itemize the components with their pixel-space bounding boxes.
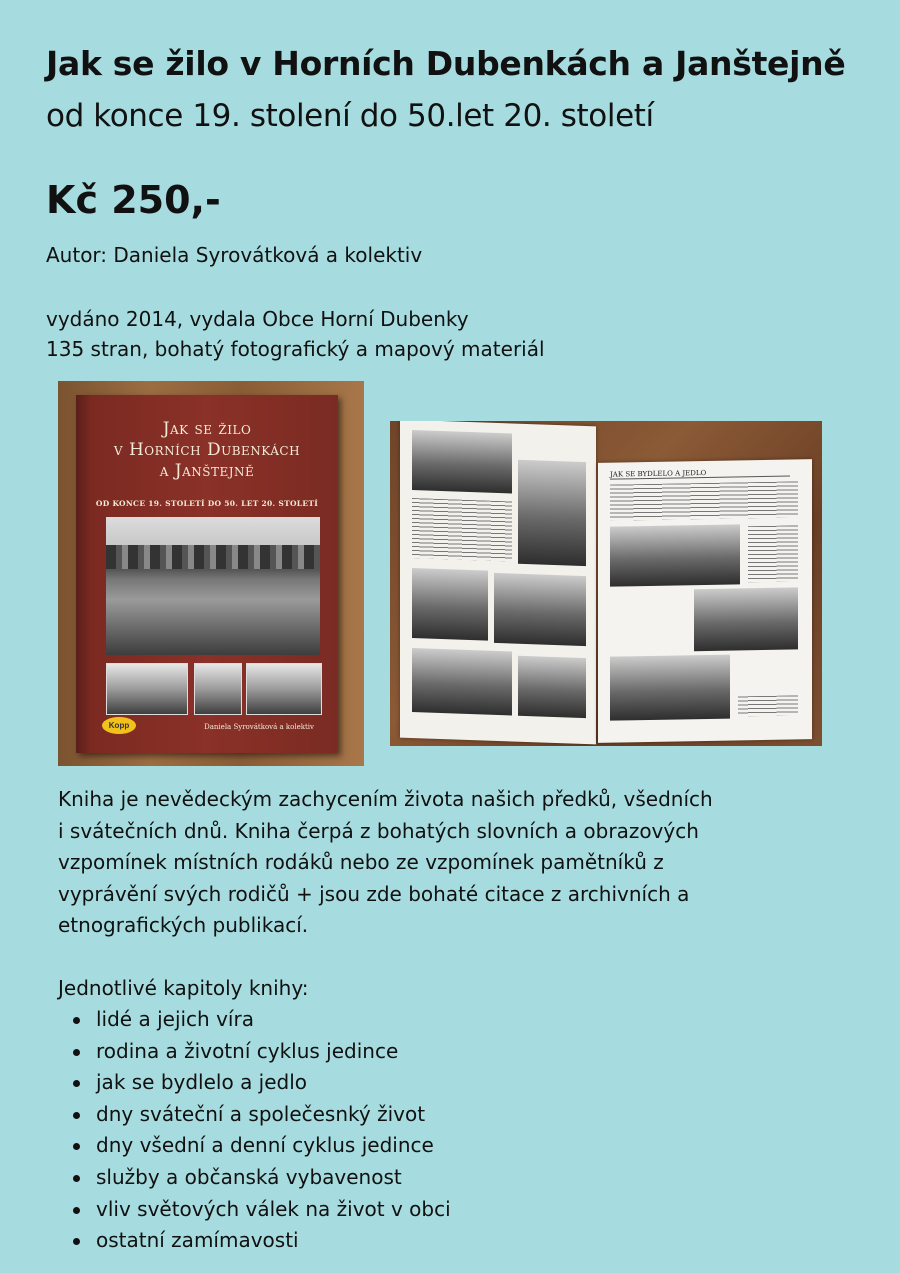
author-line: Autor: Daniela Syrovátková a kolektiv	[46, 243, 423, 267]
page-title: Jak se žilo v Horních Dubenkách a Janštejně	[46, 44, 846, 83]
book-cover	[76, 395, 338, 753]
publisher-logo: Kopp	[102, 717, 136, 734]
price: Kč 250,-	[46, 178, 221, 222]
open-book-chapter-heading: JAK SE BYDLELO A JEDLO	[610, 468, 790, 480]
page-subtitle: od konce 19. stolení do 50.let 20. století	[46, 98, 654, 134]
book-cover-photo	[58, 381, 364, 766]
chapter-item: lidé a jejich víra	[58, 1004, 451, 1036]
chapters-title: Jednotlivé kapitoly knihy:	[58, 976, 309, 1000]
chapter-item: ostatní zamímavosti	[58, 1225, 451, 1257]
cover-small-image-1	[106, 663, 188, 715]
cover-small-image-3	[246, 663, 322, 715]
cover-title-line-2: v Horních Dubenkách	[113, 440, 301, 460]
cover-title	[76, 419, 338, 482]
chapter-item: dny sváteční a společesnký život	[58, 1099, 451, 1131]
description-line: vyprávění svých rodičů + jsou zde bohaté citace z archivních a	[58, 881, 690, 906]
open-book-right-page	[598, 459, 812, 743]
chapter-item: jak se bydlelo a jedlo	[58, 1067, 451, 1099]
description-line: etnografických publikací.	[58, 913, 309, 937]
chapter-item: služby a občanská vybavenost	[58, 1162, 451, 1194]
cover-main-image	[106, 517, 320, 655]
publication-line-1: vydáno 2014, vydala Obce Horní Dubenky	[46, 307, 469, 331]
cover-small-image-2	[194, 663, 242, 715]
description	[58, 784, 778, 942]
chapter-item: vliv světových válek na život v obci	[58, 1194, 451, 1226]
description-line: Kniha je nevědeckým zachycením života našich předků, všedních	[58, 787, 713, 811]
chapter-item: rodina a životní cyklus jedince	[58, 1036, 451, 1068]
chapters-list	[58, 1004, 451, 1257]
cover-author: Daniela Syrovátková a kolektiv	[204, 723, 314, 731]
cover-title-line-3: a Janštejně	[159, 461, 255, 481]
open-book-photo	[390, 421, 822, 746]
open-book-left-page	[400, 421, 596, 744]
description-line: vzpomínek místních rodáků nebo ze vzpomínek pamětníků z	[58, 850, 664, 874]
publication-line-2: 135 stran, bohatý fotografický a mapový materiál	[46, 337, 545, 361]
chapter-item: dny všední a denní cyklus jedince	[58, 1130, 451, 1162]
publication-info	[46, 304, 545, 364]
cover-title-line-1: Jak se žilo	[162, 419, 252, 439]
description-line: i svátečních dnů. Kniha čerpá z bohatých slovních a obrazových	[58, 818, 699, 843]
cover-subtitle: OD KONCE 19. STOLETÍ DO 50. LET 20. STOLETÍ	[95, 499, 319, 508]
